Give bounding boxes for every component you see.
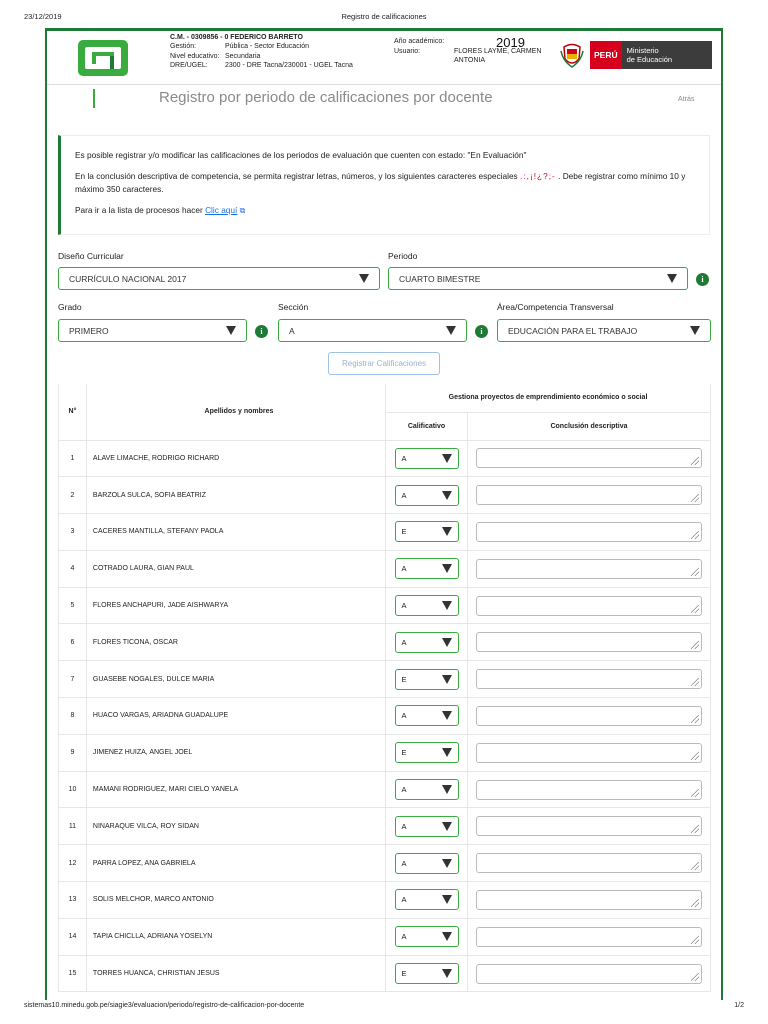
conclusion-textarea[interactable] [476,890,702,910]
row-number: 13 [59,882,87,919]
conclusion-textarea[interactable] [476,964,702,984]
ministerio-label: Ministerio de Educación [622,41,712,69]
student-name: GUASEBE NOGALES, DULCE MARIA [86,661,385,698]
student-name: MAMANI RODRIGUEZ, MARI CIELO YANELA [86,771,385,808]
chevron-down-icon [442,454,452,463]
grades-table [58,384,711,992]
print-title: Registro de calificaciones [341,12,427,21]
chevron-down-icon [442,969,452,978]
row-number: 9 [59,734,87,771]
calificativo-select[interactable]: A [395,779,459,800]
row-number: 11 [59,808,87,845]
competencia-header: Gestiona proyectos de emprendimiento económico o social [386,384,711,412]
calificativo-select[interactable]: A [395,816,459,837]
conclusion-textarea[interactable] [476,669,702,689]
chevron-down-icon [442,638,452,647]
title-accent [93,89,95,108]
table-row [59,440,711,477]
conclusion-textarea[interactable] [476,485,702,505]
seccion-select[interactable]: A [278,319,467,342]
coat-of-arms-icon [560,41,584,69]
conclusion-textarea[interactable] [476,559,702,579]
calificativo-select[interactable]: A [395,485,459,506]
row-number: 12 [59,845,87,882]
conclusion-textarea[interactable] [476,927,702,947]
student-name: FLORES ANCHAPURI, JADE AISHWARYA [86,587,385,624]
external-link-icon: ⧉ [237,206,246,215]
chevron-down-icon [442,822,452,831]
back-link[interactable]: Atrás [678,96,695,103]
chevron-down-icon [226,326,236,335]
calificativo-select[interactable]: A [395,926,459,947]
calificativo-select[interactable]: E [395,669,459,690]
conclusion-textarea[interactable] [476,780,702,800]
row-number: 5 [59,587,87,624]
chevron-down-icon [442,711,452,720]
school-info: C.M. - 0309856 - 0 FEDERICO BARRETO Gestión: Pública - Sector Educación Nivel educativo: Secundaria DRE/UGEL: 2300 - DRE Tacna/230001 - UGEL Tacna [170,34,353,69]
row-number: 8 [59,698,87,735]
student-name: NINARAQUE VILCA, ROY SIDAN [86,808,385,845]
grado-select[interactable]: PRIMERO [58,319,247,342]
chevron-down-icon [442,895,452,904]
calificativo-select[interactable]: A [395,705,459,726]
chevron-down-icon [442,601,452,610]
calificativo-select[interactable]: A [395,595,459,616]
student-name: JIMENEZ HUIZA, ANGEL JOEL [86,734,385,771]
row-number: 3 [59,514,87,551]
table-row [59,955,711,992]
print-url: sistemas10.minedu.gob.pe/siagie3/evaluacion/periodo/registro-de-calificacion-por-docente [24,1002,305,1009]
table-row [59,918,711,955]
info-icon[interactable]: i [475,325,488,338]
diseno-label: Diseño Curricular [58,251,124,261]
conclusion-textarea[interactable] [476,706,702,726]
page-title: Registro por periodo de calificaciones por docente [159,89,493,106]
col-conclusion: Conclusión descriptiva [467,412,710,440]
table-row [59,771,711,808]
conclusion-textarea[interactable] [476,853,702,873]
calificativo-select[interactable]: A [395,558,459,579]
conclusion-textarea[interactable] [476,448,702,468]
row-number: 14 [59,918,87,955]
academic-year: 2019 [496,35,525,50]
calificativo-select[interactable]: E [395,521,459,542]
student-name: SOLIS MELCHOR, MARCO ANTONIO [86,882,385,919]
chevron-down-icon [442,527,452,536]
calificativo-select[interactable]: A [395,853,459,874]
siagie-logo-icon [76,38,130,78]
calificativo-select[interactable]: A [395,448,459,469]
minedu-logo [560,41,712,69]
table-row [59,845,711,882]
periodo-select[interactable]: CUARTO BIMESTRE [388,267,688,290]
table-row [59,624,711,661]
row-number: 6 [59,624,87,661]
info-icon[interactable]: i [255,325,268,338]
registrar-button[interactable]: Registrar Calificaciones [328,352,440,375]
peru-label: PERÚ [590,41,622,69]
info-icon[interactable]: i [696,273,709,286]
school-code: C.M. - 0309856 - 0 FEDERICO BARRETO [170,34,303,41]
student-name: TORRES HUANCA, CHRISTIAN JESUS [86,955,385,992]
conclusion-textarea[interactable] [476,632,702,652]
table-row [59,587,711,624]
calificativo-select[interactable]: A [395,889,459,910]
academic-info: Año académico: 2019 Usuario: FLORES LAYME, CARMEN ANTONIA [394,37,549,66]
periodo-label: Periodo [388,251,418,261]
table-row [59,882,711,919]
row-number: 10 [59,771,87,808]
calificativo-select[interactable]: E [395,742,459,763]
chevron-down-icon [442,675,452,684]
user-name: FLORES LAYME, CARMEN ANTONIA [454,47,542,64]
row-number: 15 [59,955,87,992]
app-header [47,31,721,85]
student-name: TAPIA CHICLLA, ADRIANA YOSELYN [86,918,385,955]
area-label: Área/Competencia Transversal [497,302,614,312]
row-number: 1 [59,440,87,477]
col-n: N° [59,384,87,440]
chevron-down-icon [446,326,456,335]
student-name: COTRADO LAURA, GIAN PAUL [86,550,385,587]
click-here-link[interactable]: Clic aquí [205,205,238,215]
chevron-down-icon [442,932,452,941]
table-row [59,734,711,771]
student-name: CACERES MANTILLA, STEFANY PAOLA [86,514,385,551]
student-name: HUACO VARGAS, ARIADNA GUADALUPE [86,698,385,735]
conclusion-textarea[interactable] [476,816,702,836]
print-page: 1/2 [734,1002,744,1009]
row-number: 4 [59,550,87,587]
chevron-down-icon [442,785,452,794]
table-row [59,550,711,587]
student-name: ALAVE LIMACHE, RODRIGO RICHARD [86,440,385,477]
table-row [59,661,711,698]
table-row [59,808,711,845]
info-notice: Es posible registrar y/o modificar las calificaciones de los periodos de evaluación que cuenten con estado: "En Evaluación" En la conclusión descriptiva de competencia, se permita registrar letras, números, y los siguientes caracteres especiales .:,¡!¿?;- . Debe registrar como mínimo 10 y máximo 350 caracteres. Para ir a la lista de procesos hacer Clic aquí ⧉ [58,135,710,235]
print-header [0,0,768,30]
conclusion-textarea[interactable] [476,522,702,542]
student-name: FLORES TICONA, OSCAR [86,624,385,661]
chevron-down-icon [442,564,452,573]
col-nombre: Apellidos y nombres [86,384,385,440]
chevron-down-icon [359,274,369,283]
special-chars: .:,¡!¿?;- [520,171,556,181]
table-row [59,514,711,551]
chevron-down-icon [667,274,677,283]
calificativo-select[interactable]: A [395,632,459,653]
print-date: 23/12/2019 [24,12,62,21]
chevron-down-icon [690,326,700,335]
conclusion-textarea[interactable] [476,743,702,763]
chevron-down-icon [442,748,452,757]
student-name: PARRA LOPEZ, ANA GABRIELA [86,845,385,882]
row-number: 2 [59,477,87,514]
calificativo-select[interactable]: E [395,963,459,984]
table-row [59,477,711,514]
table-row [59,698,711,735]
area-select[interactable]: EDUCACIÓN PARA EL TRABAJO [497,319,711,342]
student-name: BARZOLA SULCA, SOFIA BEATRIZ [86,477,385,514]
grado-label: Grado [58,302,82,312]
col-calificativo: Calificativo [386,412,468,440]
seccion-label: Sección [278,302,309,312]
chevron-down-icon [442,491,452,500]
diseno-select[interactable]: CURRÍCULO NACIONAL 2017 [58,267,380,290]
row-number: 7 [59,661,87,698]
conclusion-textarea[interactable] [476,596,702,616]
chevron-down-icon [442,859,452,868]
